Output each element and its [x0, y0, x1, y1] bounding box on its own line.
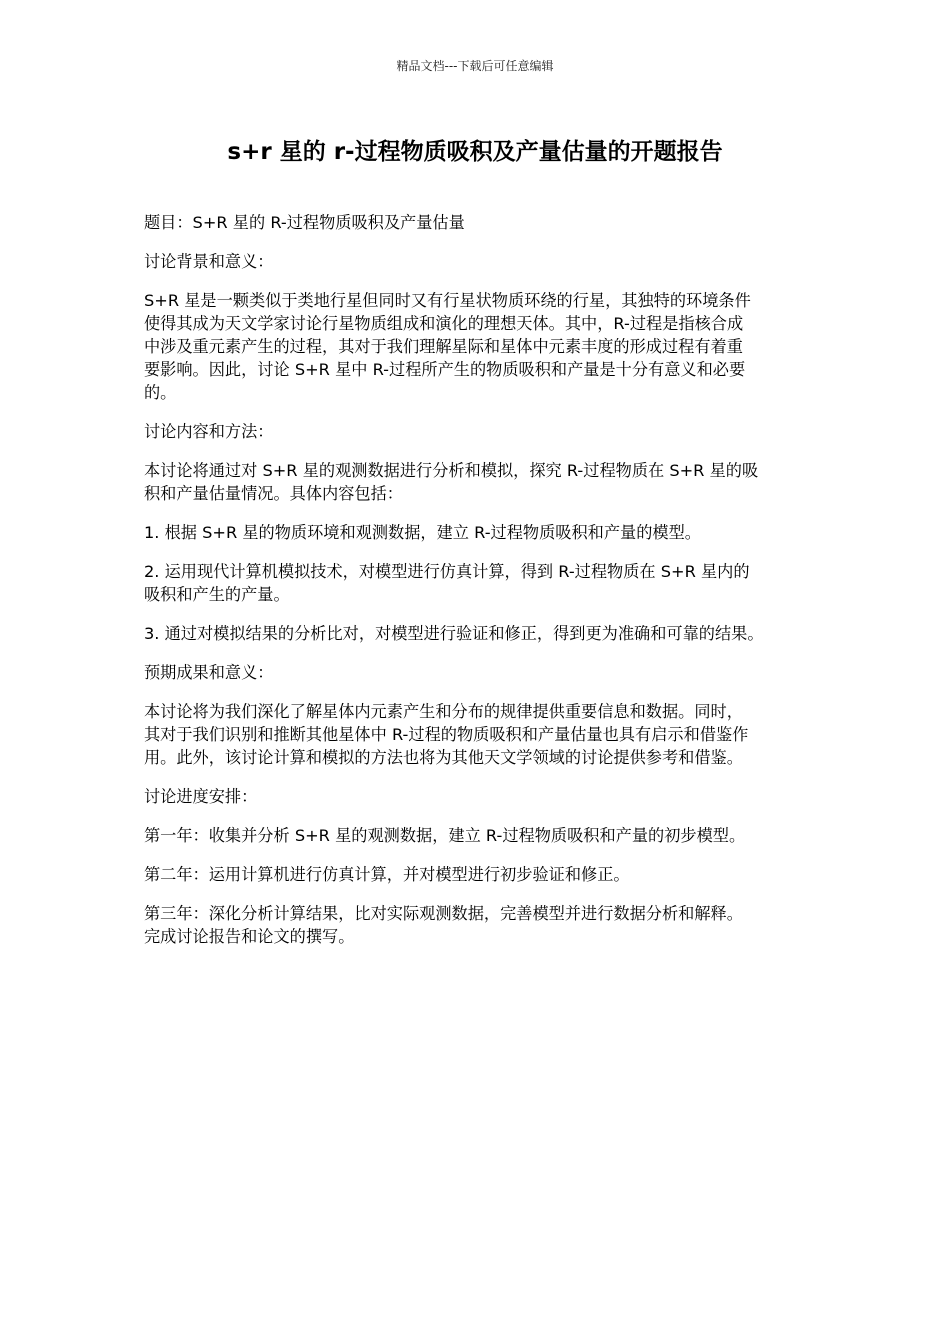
- topic-line: 题目：S+R 星的 R-过程物质吸积及产量估量: [144, 213, 465, 232]
- document-body: [144, 211, 814, 964]
- background-paragraph: S+R 星是一颗类似于类地行星但同时又有行星状物质环绕的行星，其独特的环境条件 使得其成为天文学家讨论行星物质组成和演化的理想天体。其中，R-过程是指核合成 中涉及重元素产生的过程，其对于我们理解星际和星体中元素丰度的形成过程有着重 要影响。因此，讨论 S+R 星中 R-过程所产生的物质吸积和产量是十分有意义和必要 的。: [144, 291, 751, 402]
- schedule-year-2: 第二年：运用计算机进行仿真计算，并对模型进行初步验证和修正。: [144, 865, 630, 884]
- header-note: 精品文档---下载后可任意编辑: [396, 59, 554, 73]
- content-item-1: 1. 根据 S+R 星的物质环境和观测数据，建立 R-过程物质吸积和产量的模型。: [144, 523, 701, 542]
- section-heading-expected-results: 预期成果和意义：: [144, 663, 274, 682]
- expected-results-paragraph: 本讨论将为我们深化了解星体内元素产生和分布的规律提供重要信息和数据。同时， 其对于我们识别和推断其他星体中 R-过程的物质吸积和产量估量也具有启示和借鉴作 用。此外，该讨论计算和模拟的方法也将为其他天文学领域的讨论提供参考和借鉴。: [144, 702, 749, 767]
- section-heading-background: 讨论背景和意义：: [144, 252, 274, 271]
- schedule-year-1: 第一年：收集并分析 S+R 星的观测数据，建立 R-过程物质吸积和产量的初步模型。: [144, 826, 746, 845]
- section-heading-content-methods: 讨论内容和方法：: [144, 422, 274, 441]
- content-intro-paragraph: 本讨论将通过对 S+R 星的观测数据进行分析和模拟，探究 R-过程物质在 S+R 星的吸 积和产量估量情况。具体内容包括：: [144, 461, 759, 503]
- document-title: s+r 星的 r-过程物质吸积及产量估量的开题报告: [227, 139, 723, 165]
- content-item-2: 2. 运用现代计算机模拟技术，对模型进行仿真计算，得到 R-过程物质在 S+R 星内的 吸积和产生的产量。: [144, 562, 750, 604]
- content-item-3: 3. 通过对模拟结果的分析比对，对模型进行验证和修正，得到更为准确和可靠的结果。: [144, 624, 764, 643]
- section-heading-schedule: 讨论进度安排：: [144, 787, 258, 806]
- schedule-year-3: 第三年：深化分析计算结果，比对实际观测数据，完善模型并进行数据分析和解释。 完成讨论报告和论文的撰写。: [144, 904, 743, 946]
